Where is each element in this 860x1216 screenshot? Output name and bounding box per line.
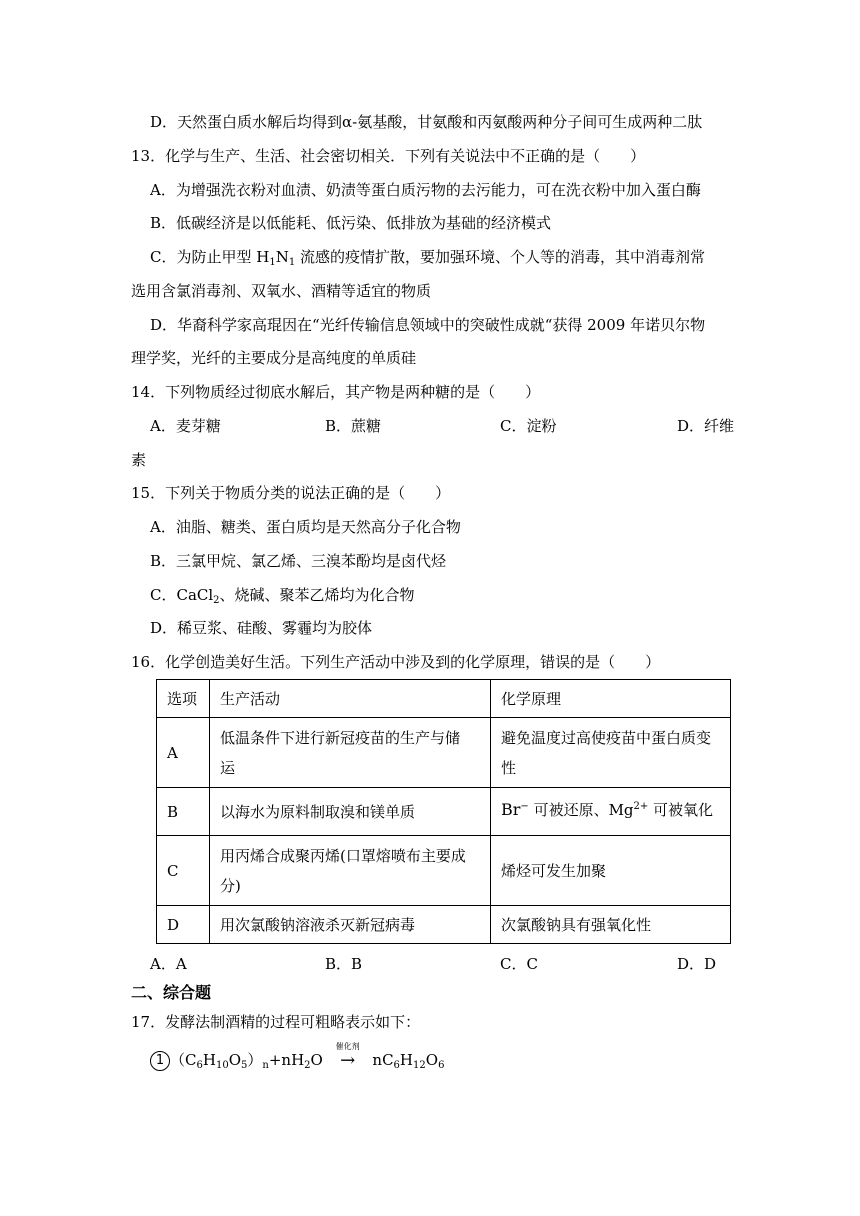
q15-stem: 15．下列关于物质分类的说法正确的是（ ） <box>131 484 451 502</box>
circled-number-1: 1 <box>150 1051 170 1071</box>
table-header-row <box>157 680 731 718</box>
row-a-option: A <box>157 718 210 788</box>
row-d-option: D <box>157 906 210 944</box>
q16-option-c: C．C <box>500 955 538 973</box>
q17-stem: 17．发酵法制酒精的过程可粗略表示如下： <box>131 1013 421 1031</box>
row-c-activity: 用丙烯合成聚丙烯(口罩熔喷布主要成 分) <box>210 836 491 906</box>
q16-table <box>156 679 731 944</box>
q14-stem: 14．下列物质经过彻底水解后，其产物是两种糖的是（ ） <box>131 383 541 401</box>
q14-option-d: D．纤维 <box>677 417 735 435</box>
q13-option-d-continued: 理学奖，光纤的主要成分是高纯度的单质硅 <box>131 349 417 367</box>
row-d-principle: 次氯酸钠具有强氧化性 <box>491 906 731 944</box>
q13-option-d: D．华裔科学家高琨因在“光纤传输信息领域中的突破性成就“获得 2009 年诺贝尔物 <box>150 316 706 334</box>
header-activity: 生产活动 <box>210 680 491 718</box>
row-d-activity: 用次氯酸钠溶液杀灭新冠病毒 <box>210 906 491 944</box>
q16-option-d: D．D <box>677 955 717 973</box>
catalyst-arrow: 催化剂 → <box>335 1042 360 1071</box>
header-principle: 化学原理 <box>491 680 731 718</box>
section-title: 二、综合题 <box>131 983 212 1002</box>
table-row <box>157 718 731 788</box>
table-row <box>157 906 731 944</box>
q13-option-c-continued: 选用含氯消毒剂、双氧水、酒精等适宜的物质 <box>131 282 432 300</box>
q17-reaction-1: 1 $(C_6H_{10}O_5)_n+nH_2O$ 催化剂 → $nC_6H_{12}O_6$ <box>150 1050 444 1073</box>
row-b-principle: Br− 可被还原、$Mg^{2+}$ 可被氧化 <box>491 788 731 836</box>
q16-option-a: A．A <box>150 955 187 973</box>
q13-option-a: A．为增强洗衣粉对血渍、奶渍等蛋白质污物的去污能力，可在洗衣粉中加入蛋白酶 <box>150 181 701 199</box>
row-b-activity: 以海水为原料制取溴和镁单质 <box>210 788 491 836</box>
q13-stem: 13．化学与生产、生活、社会密切相关．下列有关说法中不正确的是（ ） <box>131 147 646 165</box>
q16-option-b: B．B <box>325 955 363 973</box>
q13-option-b: B．低碳经济是以低能耗、低污染、低排放为基础的经济模式 <box>150 214 552 232</box>
q15-option-a: A．油脂、糖类、蛋白质均是天然高分子化合物 <box>150 518 461 536</box>
q16-stem: 16．化学创造美好生活。下列生产活动中涉及到的化学原理，错误的是（ ） <box>131 653 661 671</box>
row-b-option: B <box>157 788 210 836</box>
q14-option-a: A．麦芽糖 <box>150 417 221 435</box>
table-row <box>157 836 731 906</box>
q14-option-c: C．淀粉 <box>500 417 557 435</box>
row-a-activity: 低温条件下进行新冠疫苗的生产与储 运 <box>210 718 491 788</box>
q12-option-d: D．天然蛋白质水解后均得到α-氨基酸，甘氨酸和丙氨酸两种分子间可生成两种二肽 <box>150 113 703 131</box>
q14-option-d-continued: 素 <box>131 451 147 469</box>
table-row <box>157 788 731 836</box>
q15-option-c: C．CaCl$_2$、烧碱、聚苯乙烯均为化合物 <box>150 586 415 606</box>
q15-option-b: B．三氯甲烷、氯乙烯、三溴苯酚均是卤代烃 <box>150 552 447 570</box>
row-a-principle: 避免温度过高使疫苗中蛋白质变 性 <box>491 718 731 788</box>
row-c-principle: 烯烃可发生加聚 <box>491 836 731 906</box>
q15-option-d: D．稀豆浆、硅酸、雾霾均为胶体 <box>150 619 373 637</box>
q14-option-b: B．蔗糖 <box>325 417 382 435</box>
header-option: 选项 <box>157 680 210 718</box>
row-c-option: C <box>157 836 210 906</box>
q13-option-c: C．为防止甲型 $H_1N_1$ 流感的疫情扩散，要加强环境、个人等的消毒，其中消毒剂常 <box>150 248 705 268</box>
